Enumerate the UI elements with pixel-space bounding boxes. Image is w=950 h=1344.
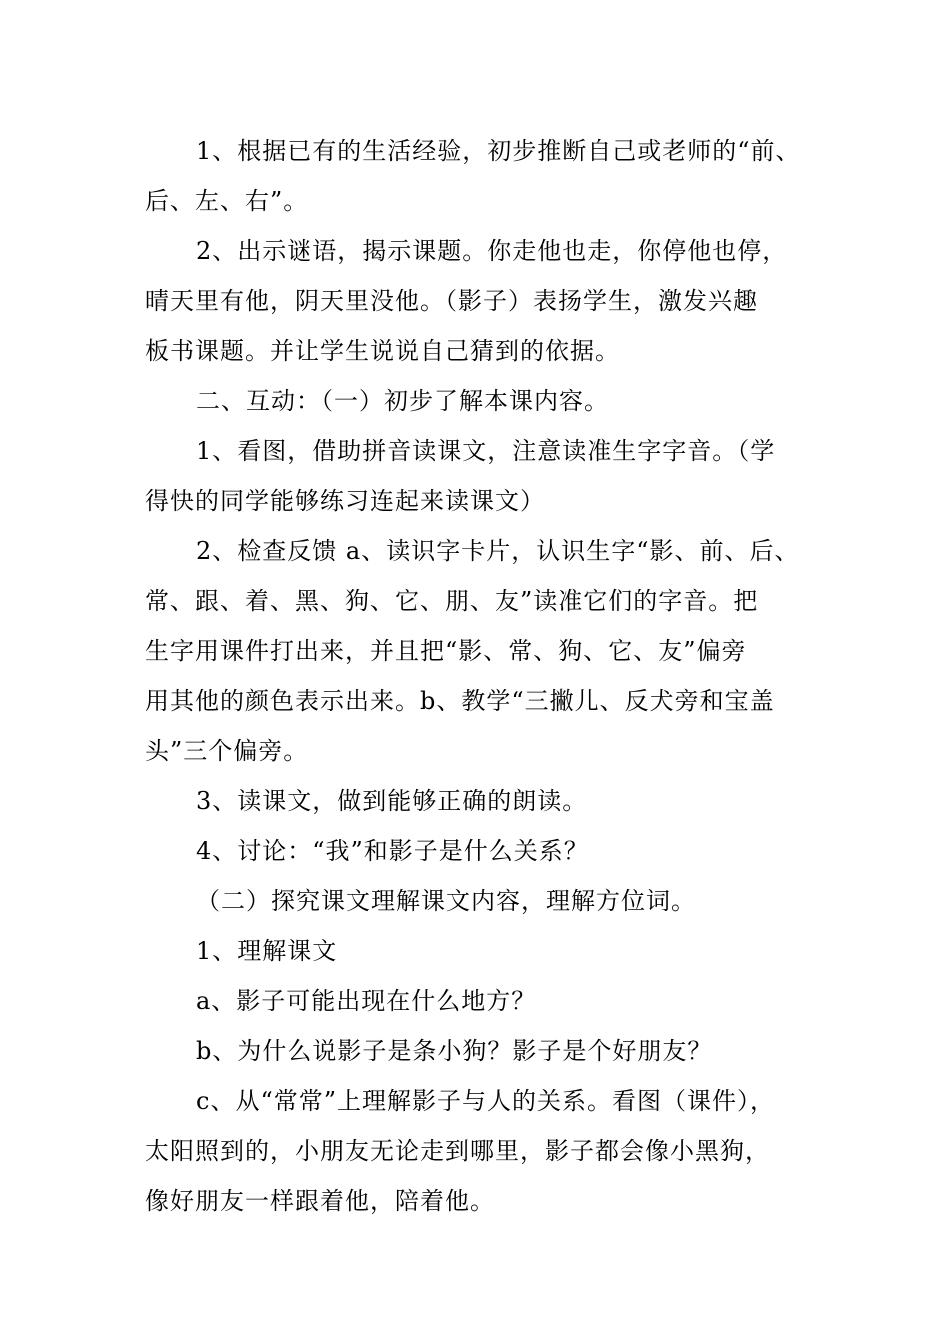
text-line: 太阳照到的，小朋友无论走到哪里，影子都会像小黑狗，	[145, 1137, 770, 1165]
text-line: 常、跟、着、黑、狗、它、朋、友”读准它们的字音。把	[145, 587, 759, 615]
text-line: b、为什么说影子是条小狗？影子是个好朋友？	[196, 1037, 713, 1065]
text-line: 头”三个偏旁。	[145, 737, 309, 765]
text-line: 生字用课件打出来，并且把“影、常、狗、它、友”偏旁	[145, 637, 747, 665]
text-line: 像好朋友一样跟着他，陪着他。	[145, 1187, 495, 1215]
text-line: c、从“常常”上理解影子与人的关系。看图（课件），	[196, 1087, 775, 1115]
text-line: 4、讨论：“我”和影子是什么关系？	[196, 837, 589, 865]
text-line: 晴天里有他，阴天里没他。（影子）表扬学生，激发兴趣	[145, 287, 758, 315]
text-line: 得快的同学能够练习连起来读课文）	[145, 487, 545, 515]
text-line: 3、读课文，做到能够正确的朗读。	[196, 787, 588, 815]
text-line: 1、根据已有的生活经验，初步推断自己或老师的“前、	[196, 137, 801, 165]
text-line: 2、出示谜语，揭示课题。你走他也走，你停他也停，	[196, 237, 788, 265]
text-line: 板书课题。并让学生说说自己猜到的依据。	[145, 337, 620, 365]
text-line: 2、检查反馈 a、读识字卡片，认识生字“影、前、后、	[196, 537, 800, 565]
text-line: 1、理解课文	[196, 937, 338, 965]
section-heading: （二）探究课文理解课文内容，理解方位词。	[196, 887, 696, 915]
text-line: 用其他的颜色表示出来。b、教学“三撇儿、反犬旁和宝盖	[145, 687, 775, 715]
text-line: 1、看图，借助拼音读课文，注意读准生字字音。（学	[196, 437, 776, 465]
section-heading: 二、互动：（一）初步了解本课内容。	[196, 387, 609, 415]
text-line: 后、左、右”。	[145, 187, 309, 215]
text-line: a、影子可能出现在什么地方？	[196, 987, 537, 1015]
